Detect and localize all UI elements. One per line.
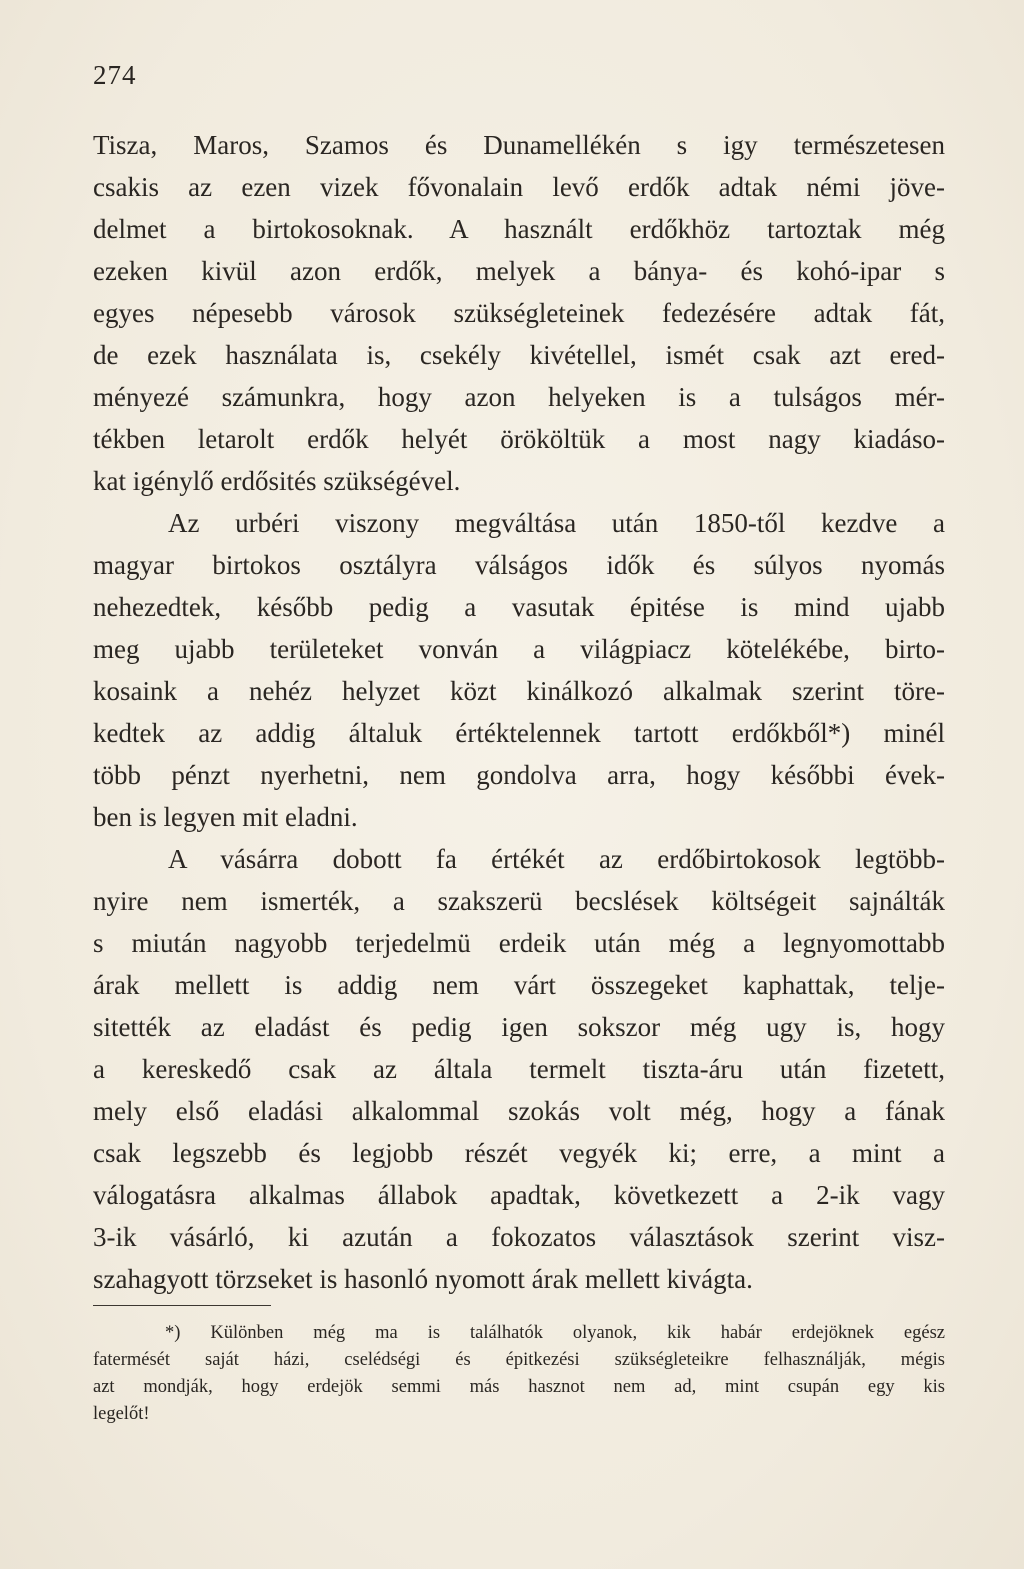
text-line: ezeken kivül azon erdők, melyek a bánya- és kohó-ipar s (93, 256, 945, 286)
text-line: magyar birtokos osztályra válságos idők és súlyos nyomás (93, 550, 945, 580)
body-text (93, 124, 945, 1300)
text-line: szahagyott törzseket is hasonló nyomott árak mellett kivágta. (93, 1264, 753, 1294)
text-line: ben is legyen mit eladni. (93, 802, 358, 832)
page-number: 274 (93, 60, 137, 90)
text-line: csak legszebb és legjobb részét vegyék ki; erre, a mint a (93, 1138, 945, 1168)
text-line: csakis az ezen vizek fővonalain levő erdők adtak némi jöve- (93, 172, 945, 202)
text-line: kedtek az addig általuk értéktelennek tartott erdőkből*) minél (93, 718, 945, 748)
footnote-line: legelőt! (93, 1404, 150, 1424)
text-line: meg ujabb területeket vonván a világpiacz kötelékébe, birto- (93, 634, 945, 664)
footnote-divider (93, 1305, 271, 1306)
text-line: de ezek használata is, csekély kivétellel, ismét csak azt ered- (93, 340, 945, 370)
text-line: nyire nem ismerték, a szakszerü becslések költségeit sajnálták (93, 886, 945, 916)
footnote-line: *) Különben még ma is találhatók olyanok, kik habár erdejöknek egész (165, 1323, 945, 1343)
text-line: tékben letarolt erdők helyét örököltük a most nagy kiadáso- (93, 424, 945, 454)
text-line: a kereskedő csak az általa termelt tiszta-áru után fizetett, (93, 1054, 945, 1084)
text-line: válogatásra alkalmas állabok apadtak, következett a 2-ik vagy (93, 1180, 945, 1210)
text-line: s miután nagyobb terjedelmü erdeik után még a legnyomottabb (93, 928, 945, 958)
text-line: mely első eladási alkalommal szokás volt még, hogy a fának (93, 1096, 945, 1126)
footnote-line: fatermését saját házi, cselédségi és épitkezési szükségleteikre felhasználják, mégis (93, 1350, 945, 1370)
text-line: kat igénylő erdősités szükségével. (93, 466, 461, 496)
text-line: 3-ik vásárló, ki azután a fokozatos választások szerint visz- (93, 1222, 945, 1252)
text-line: ményezé számunkra, hogy azon helyeken is a tulságos mér- (93, 382, 945, 412)
text-line: Az urbéri viszony megváltása után 1850-től kezdve a (168, 508, 945, 538)
text-line: nehezedtek, később pedig a vasutak épitése is mind ujabb (93, 592, 945, 622)
text-line: sitették az eladást és pedig igen sokszor még ugy is, hogy (93, 1012, 945, 1042)
text-line: delmet a birtokosoknak. A használt erdőkhöz tartoztak még (93, 214, 945, 244)
text-line: kosaink a nehéz helyzet közt kinálkozó alkalmak szerint töre- (93, 676, 945, 706)
text-line: A vásárra dobott fa értékét az erdőbirtokosok legtöbb- (168, 844, 945, 874)
text-line: több pénzt nyerhetni, nem gondolva arra, hogy későbbi évek- (93, 760, 945, 790)
text-line: egyes népesebb városok szükségleteinek fedezésére adtak fát, (93, 298, 945, 328)
footnote-line: azt mondják, hogy erdejök semmi más hasznot nem ad, mint csupán egy kis (93, 1377, 945, 1397)
text-line: Tisza, Maros, Szamos és Dunamellékén s igy természetesen (93, 130, 945, 160)
text-line: árak mellett is addig nem várt összegeket kaphattak, telje- (93, 970, 945, 1000)
footnote (93, 1320, 945, 1428)
